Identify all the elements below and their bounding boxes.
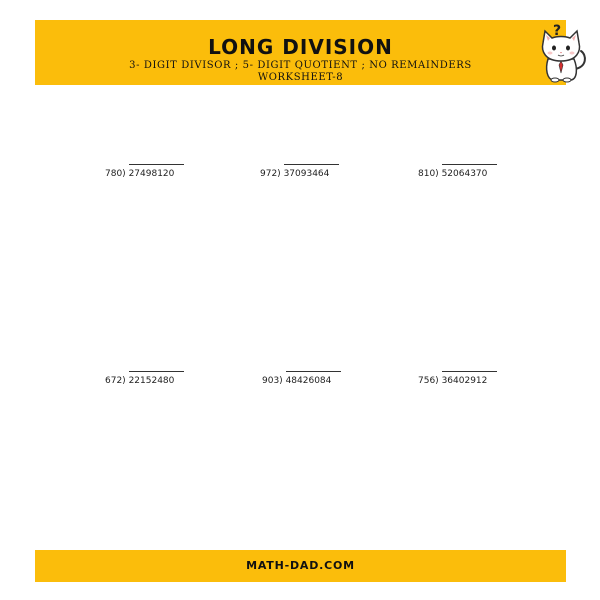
dividend: 36402912 [441,376,488,386]
svg-text:?: ? [553,23,562,39]
divisor: 672) [105,376,126,386]
dividend-bracket [284,164,340,180]
division-problem-4 [105,371,184,387]
dividend: 52064370 [441,169,488,179]
dividend: 22152480 [128,376,175,386]
divisor: 810) [418,169,439,179]
header-banner [35,20,566,85]
divisor: 903) [262,376,283,386]
division-problem-2 [260,164,339,180]
division-problem-1 [105,164,184,180]
dividend-bracket [442,371,498,387]
divisor: 780) [105,169,126,179]
dividend-bracket [286,371,342,387]
page-subtitle: 3- DIGIT DIVISOR ; 5- DIGIT QUOTIENT ; NO REMAINDERS [129,60,472,71]
dividend-bracket [129,164,185,180]
dividend-bracket [442,164,498,180]
footer-banner [35,550,566,582]
division-problem-6 [418,371,497,387]
divisor: 756) [418,376,439,386]
footer-website: MATH-DAD.COM [246,559,355,572]
dividend: 37093464 [283,169,330,179]
dividend: 48426084 [285,376,332,386]
division-problem-3 [418,164,497,180]
dividend: 27498120 [128,169,175,179]
divisor: 972) [260,169,281,179]
division-problem-5 [262,371,341,387]
cat-mascot-icon [531,21,589,83]
page-title: LONG DIVISION [208,35,393,59]
worksheet-label: WORKSHEET-8 [257,72,344,83]
dividend-bracket [129,371,185,387]
